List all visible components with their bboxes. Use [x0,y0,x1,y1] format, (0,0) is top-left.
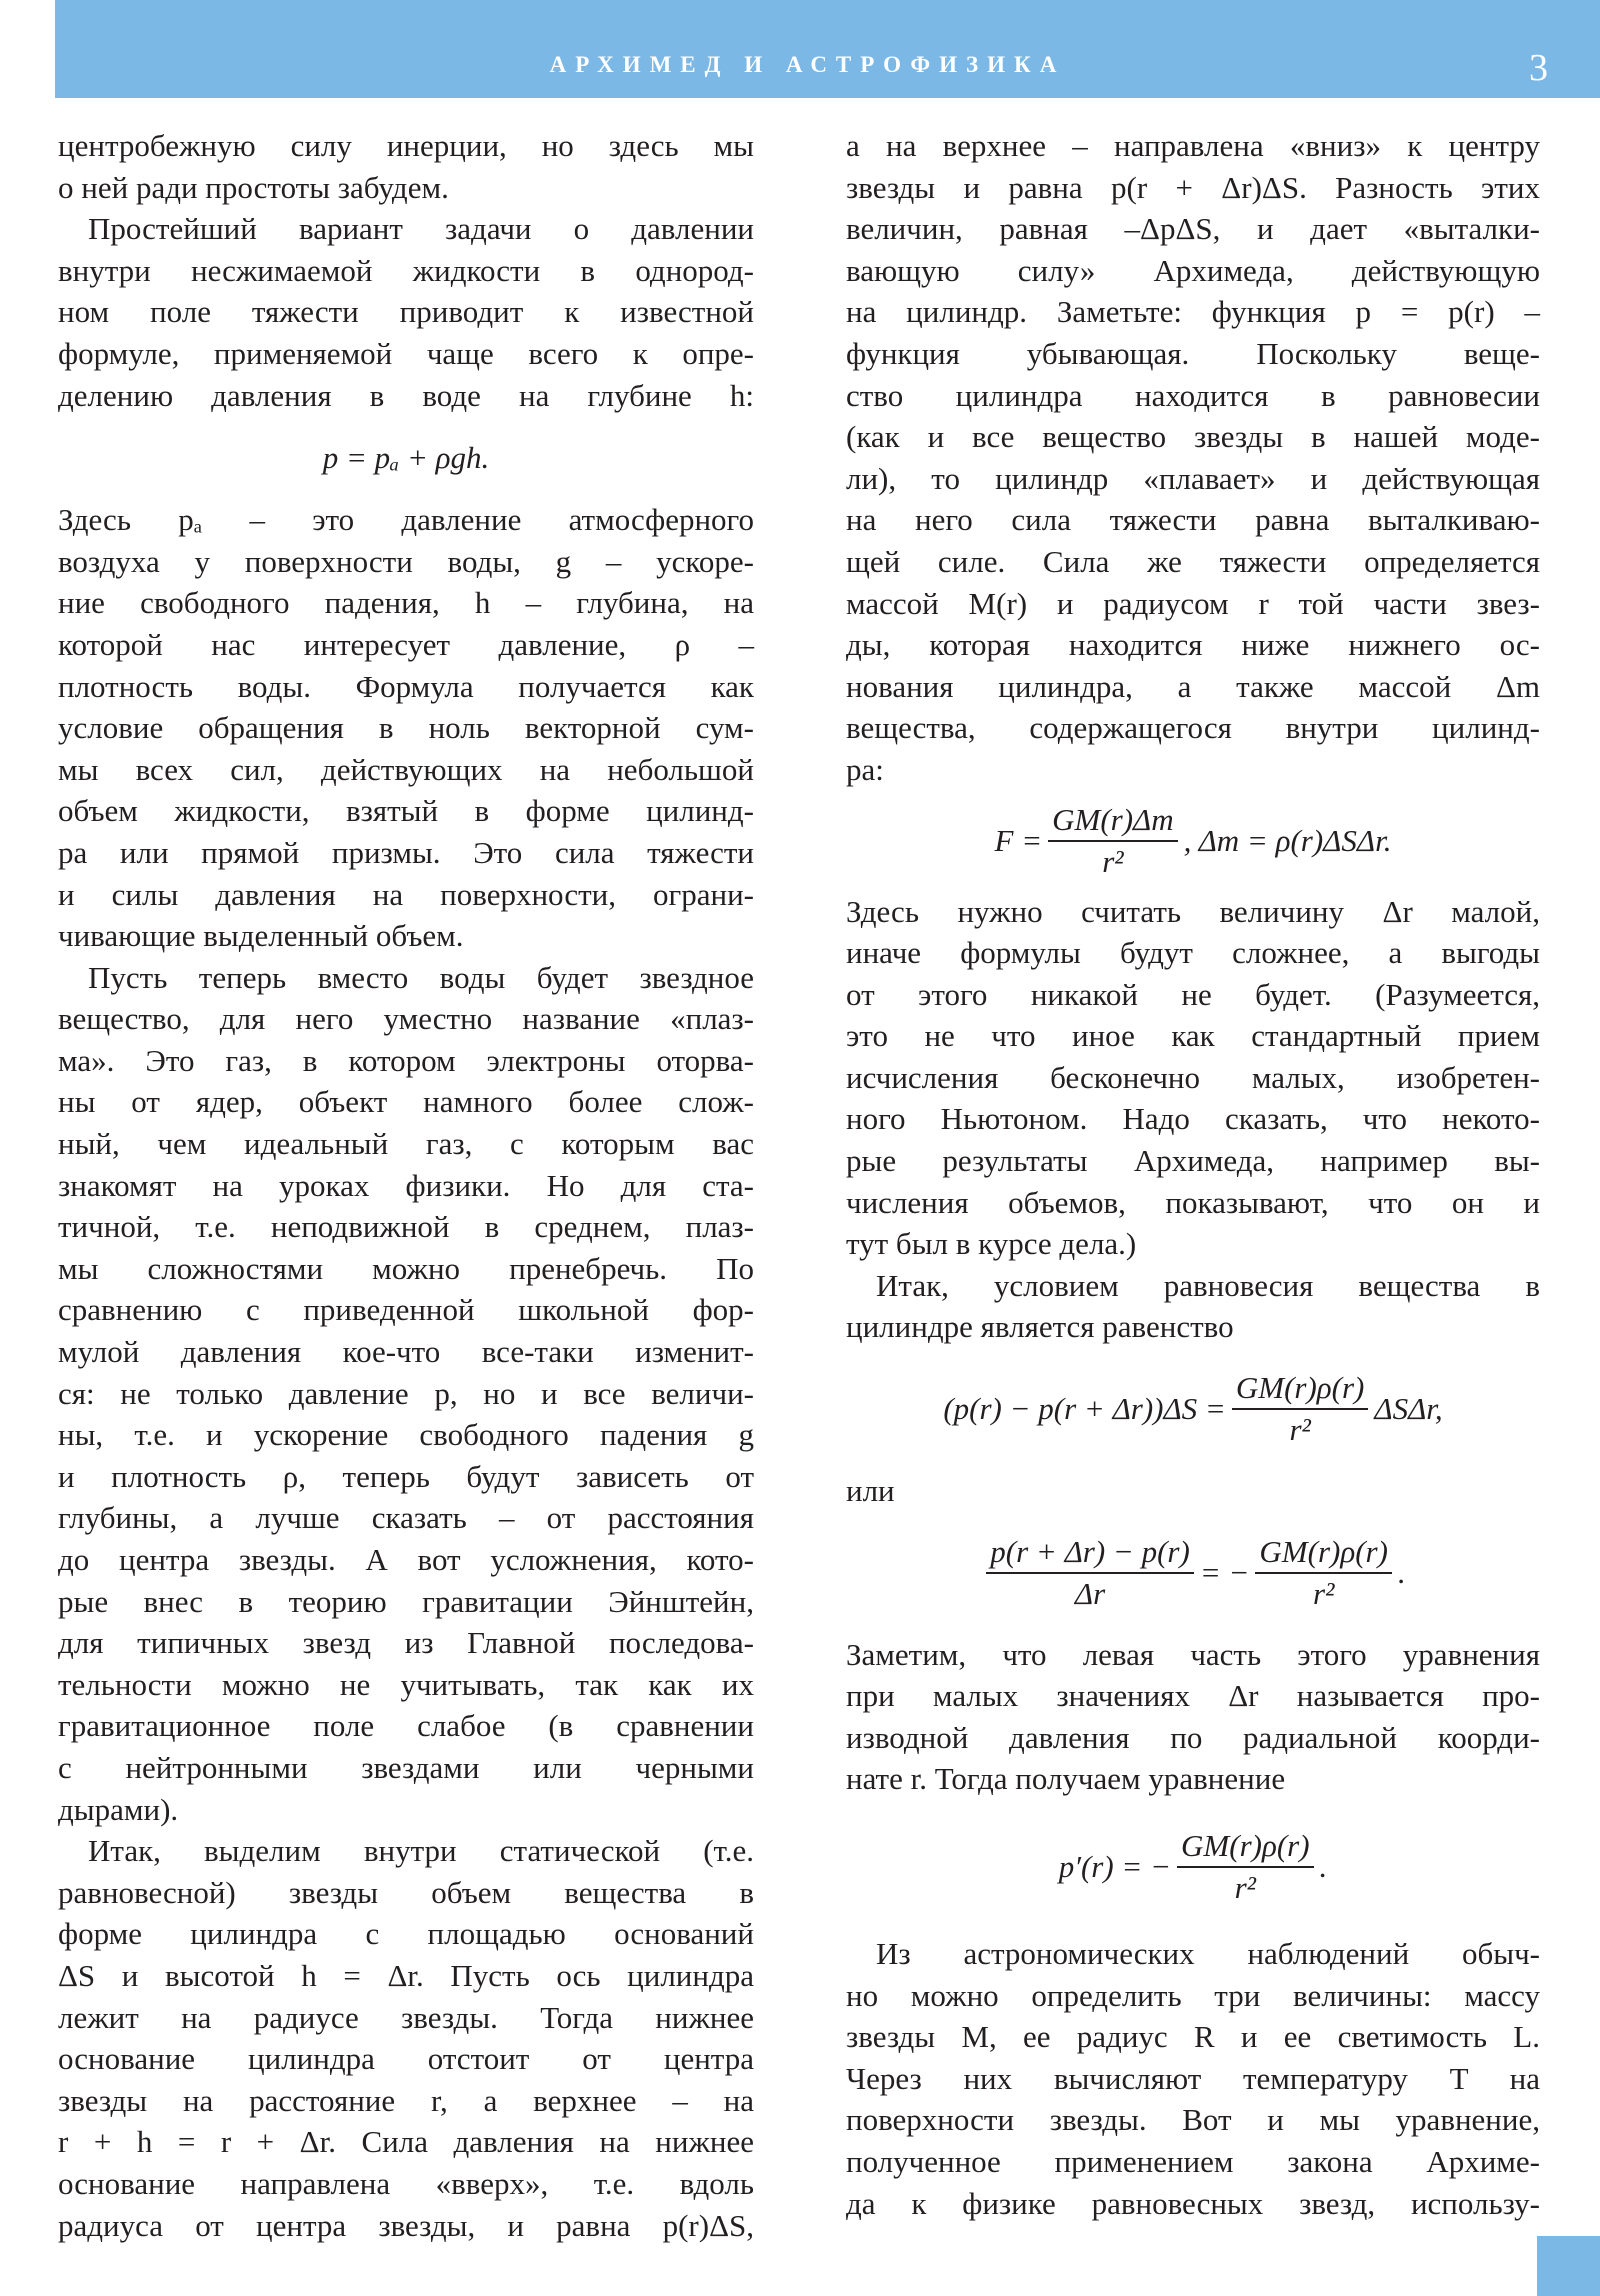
text-line: и плотность ρ, теперь будут зависеть от [58,1458,754,1494]
text-line: форме цилиндра с площадью оснований [58,1916,754,1952]
text-line: ние свободного падения, h – глубина, на [58,585,754,621]
text-line: Пусть теперь вместо воды будет звездное [88,959,754,995]
text-line: радиуса от центра звезды, и равна p(r)ΔS, [58,2207,754,2243]
text-line: делению давления в воде на глубине h: [58,377,754,413]
text-line: рые результаты Архимеда, например вы- [846,1143,1540,1179]
connector-text: или [846,1473,895,1509]
paragraph [58,499,754,957]
text-line: а на верхнее – направлена «вниз» к центру [846,128,1540,163]
text-line: мулой давления кое-что все-таки изменит- [58,1334,754,1370]
text-line: Здесь нужно считать величину Δr малой, [846,893,1540,929]
text-line: Итак, выделим внутри статической (т.е. [88,1833,754,1869]
text-line: Простейший вариант задачи о давлении [88,211,754,247]
text-line: при малых значениях Δr называется про- [846,1678,1540,1714]
text-line: ны, т.е. и ускорение свободного падения g [58,1417,754,1453]
formula-force: F = $\frac{GM(r)\Delta m}{\text{r²}}$ , Δm = ρ(r)ΔSΔr. [846,791,1540,891]
text-line: дырами). [58,1791,179,1827]
text-line: вающую силу» Архимеда, действующую [846,252,1540,288]
text-line: знакомят на уроках физики. Но для ста- [58,1167,754,1203]
text-line: ды, которая находится ниже нижнего ос- [846,627,1540,663]
fraction: $\frac{GM(r)\rho(r)}{\text{r²}}$ [1255,1532,1392,1614]
left-column [58,125,754,2246]
page-number: 3 [1529,47,1548,89]
text-line: лежит на радиусе звезды. Тогда нижнее [58,1999,754,2035]
header-title: АРХИМЕД И АСТРОФИЗИКА [549,52,1066,77]
text-line: тут был в курсе дела.) [846,1226,1137,1262]
text-line: числения объемов, показывают, что он и [846,1184,1540,1220]
text-line: звезды M, ее радиус R и ее светимость L. [846,2019,1540,2055]
text-line: гравитационное поле слабое (в сравнении [58,1708,754,1744]
text-line: ра: [846,751,884,787]
text-line: звезды на расстояние r, а верхнее – на [58,2082,754,2118]
paragraph [846,1634,1540,1800]
text-line: ного Ньютоном. Надо сказать, что некото- [846,1101,1540,1137]
text-line: и силы давления на поверхности, ограни- [58,876,754,912]
text-line: основание направлена «вверх», т.е. вдоль [58,2165,754,2201]
text-line: вещество, для него уместно название «плаз- [58,1001,754,1037]
text-line: ны от ядер, объект намного более слож- [58,1084,754,1120]
text-line: внутри несжимаемой жидкости в однород- [58,252,754,288]
text-line: плотность воды. Формула получается как [58,668,754,704]
text-line: воздуха у поверхности воды, g – ускоре- [58,543,754,579]
paragraph [58,1830,754,2246]
text-line: объем жидкости, взятый в форме цилинд- [58,793,754,829]
text-line: Из астрономических наблюдений обыч- [876,1936,1540,1971]
text-line: о ней ради простоты забудем. [58,169,449,205]
text-line: центробежную силу инерции, но здесь мы [58,128,754,163]
text-line: величин, равная –ΔpΔS, и дает «выталки- [846,211,1540,247]
text-line: ли), то цилиндр «плавает» и действующая [846,460,1540,496]
text-line: ся: не только давление p, но и все величи- [58,1375,754,1411]
paragraph [846,891,1540,1265]
paragraph [846,1933,1540,2224]
text-line: иначе формулы будут сложнее, а выгоды [846,935,1540,971]
text-line: ном поле тяжести приводит к известной [58,294,754,330]
text-line: тельности можно не учитывать, так как их [58,1666,754,1702]
text-line: щей силе. Сила же тяжести определяется [846,543,1540,579]
text-line: глубины, а лучше сказать – от расстояния [58,1500,754,1536]
paragraph [846,125,1540,791]
text-line: да к физике равновесных звезд, использу- [846,2185,1540,2221]
paragraph [58,208,754,416]
text-line: условие обращения в ноль векторной сум- [58,710,754,746]
paragraph [58,125,754,208]
text-line: Заметим, что левая часть этого уравнения [846,1636,1540,1672]
text-line: поверхности звезды. Вот и мы уравнение, [846,2102,1540,2138]
text-line: нования цилиндра, а также массой Δm [846,668,1540,704]
text-line: равновесной) звезды объем вещества в [58,1874,754,1910]
fraction: $\frac{GM(r)\rho(r)}{\text{r²}}$ [1232,1368,1369,1450]
text-line: это не что иное как стандартный прием [846,1018,1540,1054]
text-line: для типичных звезд из Главной последова- [58,1625,754,1661]
corner-decoration [1537,2236,1600,2296]
formula-derivative: p′(r) = − $\frac{GM(r)\rho(r)}{\text{r²}}$ . [846,1800,1540,1933]
right-column [846,125,1540,2224]
paragraph [58,957,754,1830]
text-line: Через них вычисляют температуру T на [846,2060,1540,2096]
fraction: $\frac{GM(r)\rho(r)}{\text{r²}}$ [1177,1826,1314,1908]
text-line: r + h = r + Δr. Сила давления на нижнее [58,2124,754,2160]
running-header [55,0,1600,98]
text-line: Здесь pₐ – это давление атмосферного [58,502,754,538]
text-line: цилиндре является равенство [846,1309,1234,1345]
formula-equilibrium: (p(r) − p(r + Δr))ΔS = $\frac{GM(r)\rho(r)}{\text{r²}}$ ΔSΔr, [846,1348,1540,1470]
text-line: (как и все вещество звезды в нашей моде- [846,419,1540,455]
formula-difference: $\frac{p(r + \Delta r) - p(r)}{\Delta r}$ = − $\frac{GM(r)\rho(r)}{\text{r²}}$ . [846,1512,1540,1634]
text-line: ΔS и высотой h = Δr. Пусть ось цилиндра [58,1957,754,1993]
text-line: мы сложностями можно пренебречь. По [58,1250,754,1286]
text-line: основание цилиндра отстоит от центра [58,2041,754,2077]
text-line: мы всех сил, действующих на небольшой [58,751,754,787]
text-line: ра или прямой призмы. Это сила тяжести [58,834,754,870]
text-line: звезды и равна p(r + Δr)ΔS. Разность этих [846,169,1540,205]
fraction: $\frac{p(r + \Delta r) - p(r)}{\Delta r}$ [986,1532,1194,1614]
text-line: с нейтронными звездами или черными [58,1749,754,1785]
text-line: массой M(r) и радиусом r той части звез- [846,585,1540,621]
text-line: функция убывающая. Поскольку веще- [846,335,1540,371]
text-line: ство цилиндра находится в равновесии [846,377,1540,413]
text-line: формуле, применяемой чаще всего к опре- [58,335,754,371]
fraction: $\frac{GM(r)\Delta m}{\text{r²}}$ [1048,800,1178,882]
text-line: до центра звезды. А вот усложнения, кото- [58,1542,754,1577]
text-line: на цилиндр. Заметьте: функция p = p(r) – [846,294,1540,330]
text-line: чивающие выделенный объем. [58,918,464,954]
text-line: нате r. Тогда получаем уравнение [846,1761,1286,1797]
text-line: которой нас интересует давление, ρ – [58,626,754,662]
text-line: Итак, условием равновесия вещества в [876,1267,1540,1303]
text-line: изводной давления по радиальной коорди- [846,1719,1540,1755]
text-line: ный, чем идеальный газ, с которым вас [58,1126,754,1162]
text-line: рые внес в теорию гравитации Эйнштейн, [58,1583,754,1619]
formula-pressure: p = pₐ + ρgh. [322,439,490,475]
text-line: исчисления бесконечно малых, изобретен- [846,1059,1540,1095]
text-line: полученное применением закона Архиме- [846,2143,1540,2179]
text-line: сравнению с приведенной школьной фор- [58,1292,754,1328]
text-line: на него сила тяжести равна выталкиваю- [846,502,1540,538]
text-line: ма». Это газ, в котором электроны оторва- [58,1042,754,1078]
text-line: вещества, содержащегося внутри цилинд- [846,710,1540,746]
text-line: тичной, т.е. неподвижной в среднем, плаз- [58,1209,754,1245]
text-line: от этого никакой не будет. (Разумеется, [846,976,1540,1012]
text-line: но можно определить три величины: массу [846,1977,1540,2013]
paragraph [846,1265,1540,1348]
